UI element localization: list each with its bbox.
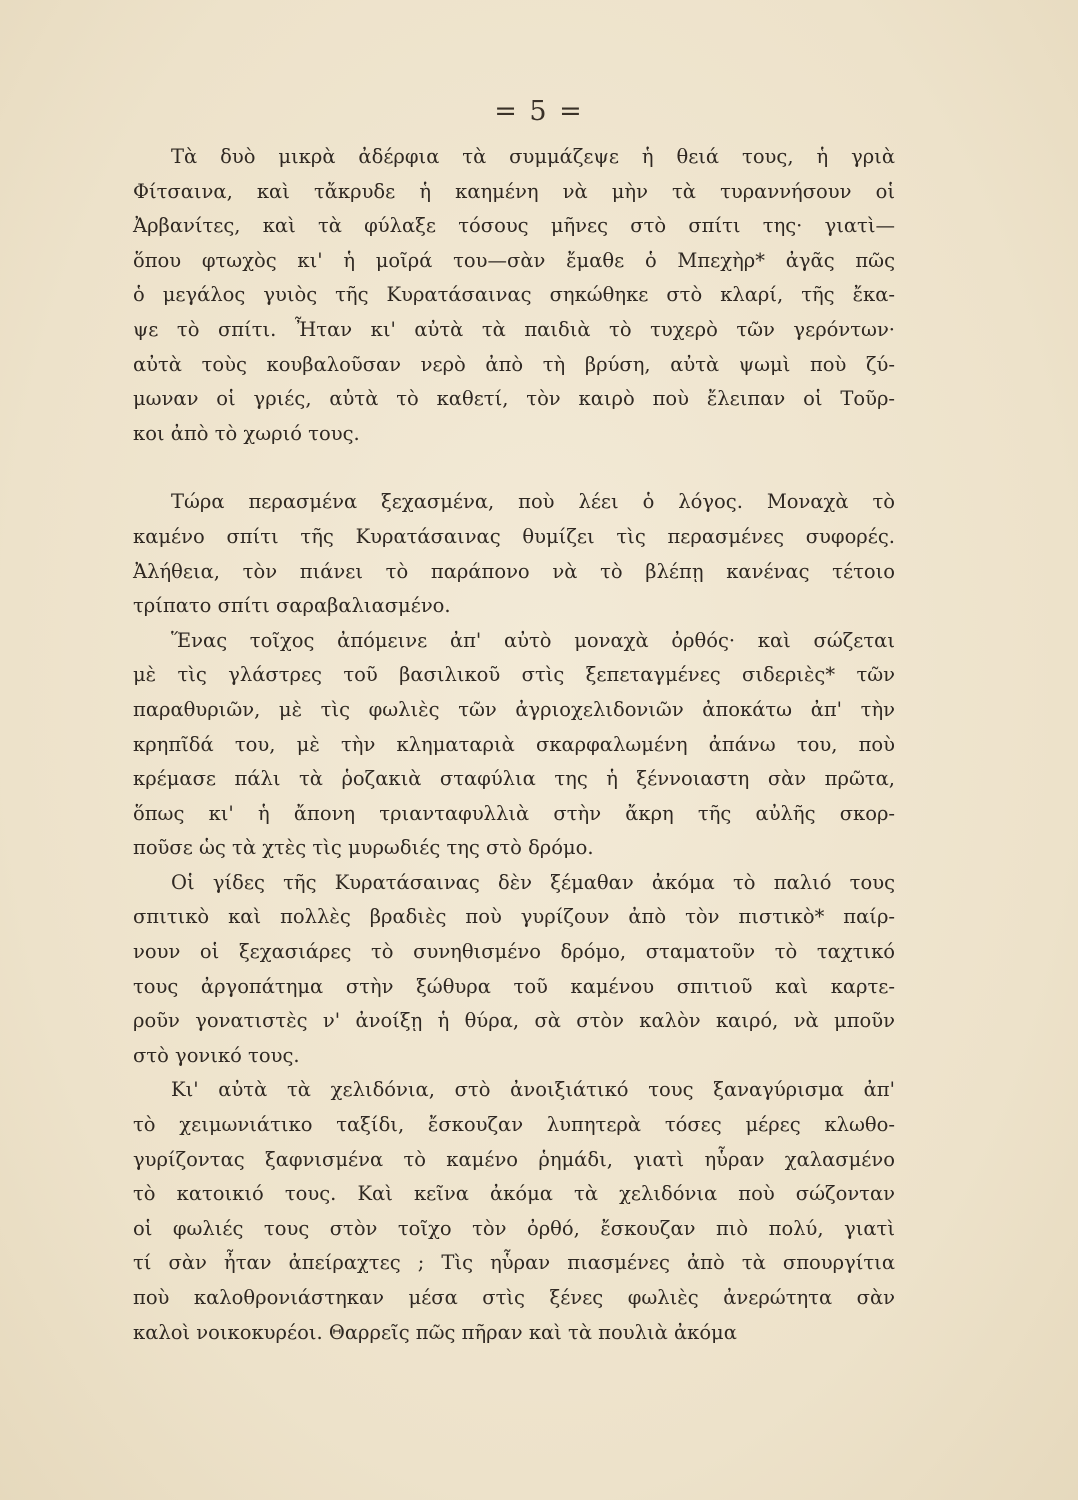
text-line: γυρίζοντας ξαφνισμένα τὸ καμένο ῥημάδι, γιατὶ ηὗραν χαλασμένο [133,1147,895,1171]
text-line: ὅπως κι' ἡ ἄπονη τριανταφυλλιὰ στὴν ἄκρη τῆς αὐλῆς σκορ- [133,801,895,825]
text-line: ὅπου φτωχὸς κι' ἡ μοῖρά του—σὰν ἔμαθε ὁ Μπεχὴρ* ἀγᾶς πῶς [133,248,895,272]
paragraph-5 [133,1073,895,1350]
paragraph-3 [133,624,895,866]
text-line: Ἀρβανίτες, καὶ τὰ φύλαξε τόσους μῆνες στὸ σπίτι της· γιατὶ— [133,214,895,238]
text-line: Τώρα περασμένα ξεχασμένα, ποὺ λέει ὁ λόγος. Μοναχὰ τὸ [171,490,895,514]
text-line: καλοὶ νοικοκυρέοι. Θαρρεῖς πῶς πῆραν καὶ τὰ πουλιὰ ἀκόμα [133,1320,737,1344]
text-line: ροῦν γονατιστὲς ν' ἀνοίξῃ ἡ θύρα, σὰ στὸν καλὸν καιρό, νὰ μποῦν [133,1009,895,1033]
text-line: παραθυριῶν, μὲ τὶς φωλιὲς τῶν ἀγριοχελιδονιῶν ἀποκάτω ἀπ' τὴν [133,697,895,721]
text-line: Ἀλήθεια, τὸν πιάνει τὸ παράπονο νὰ τὸ βλέπῃ κανένας τέτοιο [133,559,895,583]
text-line: Φίτσαινα, καὶ τἄκρυδε ἡ καημένη νὰ μὴν τὰ τυραννήσουν οἱ [133,179,895,203]
text-line: κρέμασε πάλι τὰ ῥοζακιὰ σταφύλια της ἡ ξέννοιαστη σὰν πρῶτα, [133,767,895,791]
text-line: μωναν οἱ γριές, αὐτὰ τὸ καθετί, τὸν καιρὸ ποὺ ἔλειπαν οἱ Τοῦρ- [133,387,895,411]
body-text [133,140,895,1350]
text-line: νουν οἱ ξεχασιάρες τὸ συνηθισμένο δρόμο, σταματοῦν τὸ ταχτικό [133,940,895,964]
paragraph-1 [133,140,895,451]
text-line: κοι ἀπὸ τὸ χωριό τους. [133,421,360,445]
text-line: Τὰ δυὸ μικρὰ ἀδέρφια τὰ συμμάζεψε ἡ θειά τους, ἡ γριὰ [171,145,895,168]
text-line: τρίπατο σπίτι σαραβαλιασμένο. [133,594,451,618]
text-line: ὁ μεγάλος γυιὸς τῆς Κυρατάσαινας σηκώθηκε στὸ κλαρί, τῆς ἔκα- [133,283,895,307]
text-line: καμένο σπίτι τῆς Κυρατάσαινας θυμίζει τὶς περασμένες συφορές. [133,524,895,548]
text-line: τους ἀργοπάτημα στὴν ξώθυρα τοῦ καμένου σπιτιοῦ καὶ καρτε- [133,974,895,998]
text-line: κρηπῖδά του, μὲ τὴν κληματαριὰ σκαρφαλωμένη ἀπάνω του, ποὺ [133,732,895,756]
text-line: αὐτὰ τοὺς κουβαλοῦσαν νερὸ ἀπὸ τὴ βρύση, αὐτὰ ψωμὶ ποὺ ζύ- [133,352,895,376]
text-line: στὸ γονικό τους. [133,1043,300,1067]
text-line: ποὺ καλοθρονιάστηκαν μέσα στὶς ξένες φωλιὲς ἀνερώτητα σὰν [133,1286,895,1309]
text-line: ποῦσε ὡς τὰ χτὲς τὶς μυρωδιές της στὸ δρόμο. [133,836,594,860]
text-line: Ἕνας τοῖχος ἀπόμεινε ἀπ' αὐτὸ μοναχὰ ὀρθός· καὶ σώζεται [171,628,895,652]
text-line: Κι' αὐτὰ τὰ χελιδόνια, στὸ ἀνοιξιάτικό τους ξαναγύρισμα ἀπ' [171,1078,895,1102]
text-line: τὸ χειμωνιάτικο ταξίδι, ἔσκουζαν λυπητερὰ τόσες μέρες κλωθο- [133,1113,895,1137]
paragraph-2 [133,485,895,623]
text-line: Οἱ γίδες τῆς Κυρατάσαινας δὲν ξέμαθαν ἀκόμα τὸ παλιό τους [171,870,895,894]
paragraph-4 [133,866,895,1074]
page-number: = 5 = [494,96,584,127]
text-line: σπιτικὸ καὶ πολλὲς βραδιὲς ποὺ γυρίζουν ἀπὸ τὸν πιστικὸ* παίρ- [133,905,895,929]
text-line: τί σὰν ἦταν ἀπείραχτες ; Τὶς ηὗραν πιασμένες ἀπὸ τὰ σπουργίτια [133,1251,895,1275]
text-line: τὸ κατοικιό τους. Καὶ κεῖνα ἀκόμα τὰ χελιδόνια ποὺ σώζονταν [133,1182,895,1206]
text-line: ψε τὸ σπίτι. Ἦταν κι' αὐτὰ τὰ παιδιὰ τὸ τυχερὸ τῶν γερόντων· [133,317,895,341]
text-line: οἱ φωλιές τους στὸν τοῖχο τὸν ὀρθό, ἔσκουζαν πιὸ πολύ, γιατὶ [133,1216,895,1240]
text-line: μὲ τὶς γλάστρες τοῦ βασιλικοῦ στὶς ξεπεταγμένες σιδεριὲς* τῶν [133,663,895,687]
